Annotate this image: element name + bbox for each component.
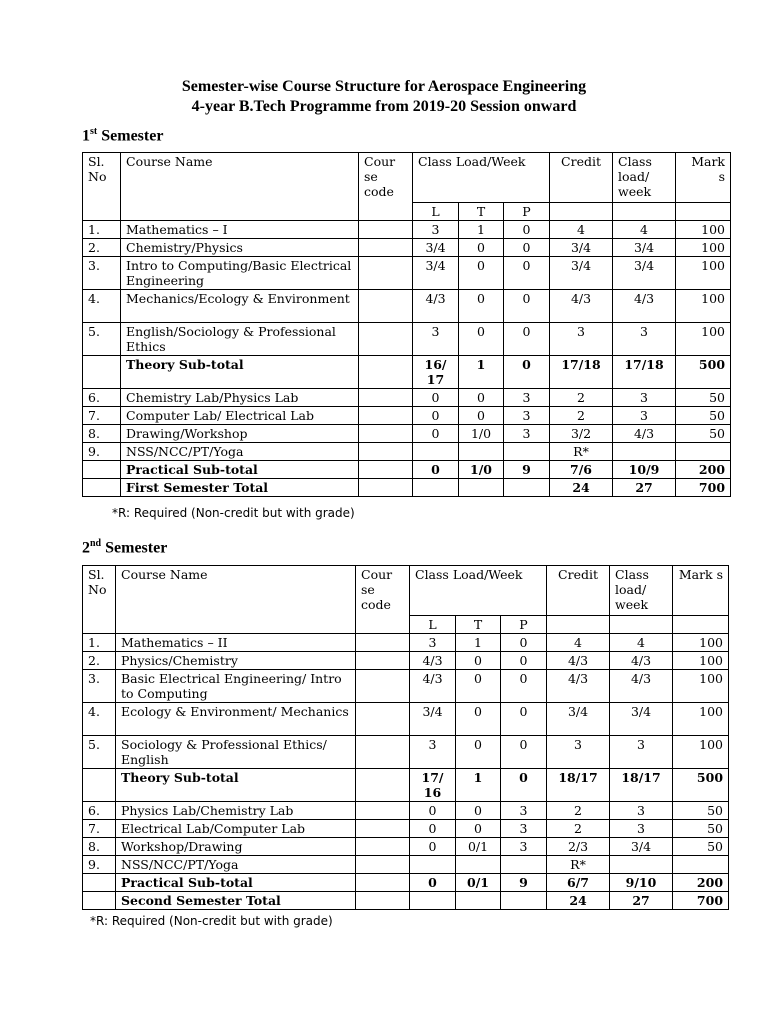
cell-marks: 500 bbox=[673, 769, 729, 802]
table-row bbox=[83, 290, 731, 323]
cell-marks: 100 bbox=[673, 670, 729, 703]
cell-class-load bbox=[613, 443, 676, 461]
cell-tutorial bbox=[456, 892, 501, 910]
cell-course-code bbox=[356, 820, 410, 838]
cell-class-load: 3 bbox=[610, 736, 673, 769]
table-row bbox=[83, 769, 729, 802]
cell-course-code bbox=[359, 290, 413, 323]
cell-lecture: 3 bbox=[413, 221, 459, 239]
cell-tutorial: 0 bbox=[456, 703, 501, 736]
header-sl-no: Sl. No bbox=[83, 566, 116, 634]
semester-1-course-table bbox=[82, 152, 731, 497]
cell-sl-no bbox=[83, 769, 116, 802]
cell-practical: 0 bbox=[504, 221, 550, 239]
cell-tutorial: 0 bbox=[459, 389, 504, 407]
cell-sl-no: 2. bbox=[83, 239, 121, 257]
cell-marks: 700 bbox=[673, 892, 729, 910]
cell-marks: 50 bbox=[673, 802, 729, 820]
cell-sl-no: 8. bbox=[83, 425, 121, 443]
cell-credit: 4/3 bbox=[547, 670, 610, 703]
cell-practical: 3 bbox=[504, 389, 550, 407]
semester-word: Semester bbox=[101, 127, 164, 145]
cell-marks: 100 bbox=[673, 652, 729, 670]
cell-lecture: 0 bbox=[413, 461, 459, 479]
header-credit: Credit bbox=[550, 153, 613, 203]
cell-practical bbox=[504, 443, 550, 461]
cell-course-name: Chemistry/Physics bbox=[121, 239, 359, 257]
cell-sl-no: 4. bbox=[83, 703, 116, 736]
cell-lecture: 0 bbox=[413, 389, 459, 407]
header-blank bbox=[676, 203, 731, 221]
cell-credit: 2 bbox=[550, 389, 613, 407]
cell-class-load: 18/17 bbox=[610, 769, 673, 802]
cell-course-name: Intro to Computing/Basic Electrical Engineering bbox=[121, 257, 359, 290]
cell-class-load: 3/4 bbox=[610, 703, 673, 736]
cell-marks: 50 bbox=[676, 425, 731, 443]
cell-marks: 50 bbox=[673, 820, 729, 838]
cell-course-code bbox=[356, 874, 410, 892]
table-row bbox=[83, 736, 729, 769]
cell-course-code bbox=[356, 769, 410, 802]
cell-class-load: 27 bbox=[610, 892, 673, 910]
cell-course-name: English/Sociology & Professional Ethics bbox=[121, 323, 359, 356]
cell-course-name: NSS/NCC/PT/Yoga bbox=[116, 856, 356, 874]
header-sl-no: Sl. No bbox=[83, 153, 121, 221]
cell-practical bbox=[501, 892, 547, 910]
cell-credit: 4/3 bbox=[547, 652, 610, 670]
cell-credit: 18/17 bbox=[547, 769, 610, 802]
cell-marks: 100 bbox=[676, 290, 731, 323]
cell-course-code bbox=[356, 703, 410, 736]
cell-course-name: Practical Sub-total bbox=[116, 874, 356, 892]
semester-ordinal-suffix: st bbox=[90, 126, 98, 137]
cell-tutorial: 0 bbox=[459, 257, 504, 290]
cell-class-load: 4/3 bbox=[610, 652, 673, 670]
cell-sl-no: 1. bbox=[83, 634, 116, 652]
cell-credit: 4 bbox=[550, 221, 613, 239]
cell-practical: 3 bbox=[504, 425, 550, 443]
cell-credit: 2 bbox=[547, 802, 610, 820]
cell-sl-no: 6. bbox=[83, 389, 121, 407]
header-p: P bbox=[501, 616, 547, 634]
cell-practical: 3 bbox=[501, 838, 547, 856]
cell-credit: 3 bbox=[550, 323, 613, 356]
cell-credit: 7/6 bbox=[550, 461, 613, 479]
cell-sl-no: 3. bbox=[83, 257, 121, 290]
cell-sl-no: 5. bbox=[83, 736, 116, 769]
cell-course-name: Sociology & Professional Ethics/ English bbox=[116, 736, 356, 769]
cell-course-code bbox=[356, 856, 410, 874]
cell-tutorial: 0 bbox=[456, 820, 501, 838]
cell-lecture bbox=[413, 479, 459, 497]
cell-class-load: 17/18 bbox=[613, 356, 676, 389]
cell-course-name: Theory Sub-total bbox=[116, 769, 356, 802]
header-course-code: Cour se code bbox=[359, 153, 413, 221]
cell-course-code bbox=[356, 736, 410, 769]
cell-course-name: Practical Sub-total bbox=[121, 461, 359, 479]
cell-course-code bbox=[359, 443, 413, 461]
table-row bbox=[83, 802, 729, 820]
cell-lecture: 3/4 bbox=[413, 239, 459, 257]
header-l: L bbox=[413, 203, 459, 221]
cell-sl-no: 3. bbox=[83, 670, 116, 703]
semester-number: 1 bbox=[82, 127, 90, 145]
cell-practical bbox=[504, 479, 550, 497]
cell-credit: 2 bbox=[547, 820, 610, 838]
cell-course-code bbox=[359, 356, 413, 389]
cell-lecture: 4/3 bbox=[410, 670, 456, 703]
table-row bbox=[83, 703, 729, 736]
cell-course-name: Workshop/Drawing bbox=[116, 838, 356, 856]
cell-course-code bbox=[356, 892, 410, 910]
header-course-name: Course Name bbox=[121, 153, 359, 221]
cell-sl-no: 5. bbox=[83, 323, 121, 356]
table-row bbox=[83, 257, 731, 290]
cell-marks: 100 bbox=[673, 634, 729, 652]
cell-course-name: Drawing/Workshop bbox=[121, 425, 359, 443]
cell-course-name: Physics/Chemistry bbox=[116, 652, 356, 670]
table-row bbox=[83, 323, 731, 356]
cell-course-name: Theory Sub-total bbox=[121, 356, 359, 389]
table-row bbox=[83, 634, 729, 652]
cell-lecture: 0 bbox=[410, 838, 456, 856]
cell-sl-no: 8. bbox=[83, 838, 116, 856]
cell-course-code bbox=[359, 425, 413, 443]
header-class-load: Class load/ week bbox=[610, 566, 673, 616]
cell-sl-no: 9. bbox=[83, 856, 116, 874]
semester-1-footnote: *R: Required (Non-credit but with grade) bbox=[112, 506, 355, 520]
header-marks: Mark s bbox=[673, 566, 729, 616]
cell-practical: 0 bbox=[504, 323, 550, 356]
cell-lecture: 0 bbox=[410, 874, 456, 892]
cell-lecture: 0 bbox=[413, 407, 459, 425]
cell-marks: 50 bbox=[673, 838, 729, 856]
cell-course-name: Second Semester Total bbox=[116, 892, 356, 910]
cell-practical: 0 bbox=[501, 736, 547, 769]
cell-class-load: 4 bbox=[613, 221, 676, 239]
cell-marks bbox=[676, 443, 731, 461]
cell-tutorial: 0 bbox=[456, 670, 501, 703]
cell-marks: 50 bbox=[676, 389, 731, 407]
header-marks: Mark s bbox=[676, 153, 731, 203]
cell-marks: 200 bbox=[673, 874, 729, 892]
cell-marks: 100 bbox=[676, 323, 731, 356]
cell-tutorial: 1 bbox=[459, 356, 504, 389]
cell-class-load: 9/10 bbox=[610, 874, 673, 892]
cell-course-code bbox=[359, 407, 413, 425]
cell-class-load: 4/3 bbox=[613, 425, 676, 443]
cell-practical: 0 bbox=[504, 356, 550, 389]
header-t: T bbox=[456, 616, 501, 634]
cell-practical: 0 bbox=[504, 290, 550, 323]
cell-credit: 6/7 bbox=[547, 874, 610, 892]
cell-tutorial: 0 bbox=[459, 323, 504, 356]
cell-practical: 0 bbox=[501, 670, 547, 703]
cell-credit: 4 bbox=[547, 634, 610, 652]
cell-practical: 3 bbox=[501, 802, 547, 820]
header-class-load-week: Class Load/Week bbox=[413, 153, 550, 203]
cell-marks: 100 bbox=[676, 221, 731, 239]
cell-marks bbox=[673, 856, 729, 874]
cell-sl-no bbox=[83, 892, 116, 910]
cell-sl-no: 1. bbox=[83, 221, 121, 239]
cell-tutorial: 1 bbox=[459, 221, 504, 239]
cell-class-load: 4/3 bbox=[613, 290, 676, 323]
cell-credit: 3/4 bbox=[547, 703, 610, 736]
semester-2-footnote: *R: Required (Non-credit but with grade) bbox=[90, 914, 333, 928]
cell-marks: 100 bbox=[676, 239, 731, 257]
cell-marks: 700 bbox=[676, 479, 731, 497]
cell-course-code bbox=[356, 802, 410, 820]
cell-course-code bbox=[359, 323, 413, 356]
cell-class-load: 3/4 bbox=[613, 239, 676, 257]
cell-sl-no: 7. bbox=[83, 407, 121, 425]
cell-course-name: Mathematics – I bbox=[121, 221, 359, 239]
cell-course-code bbox=[359, 239, 413, 257]
cell-practical: 9 bbox=[504, 461, 550, 479]
cell-course-name: Basic Electrical Engineering/ Intro to Computing bbox=[116, 670, 356, 703]
header-blank bbox=[610, 616, 673, 634]
cell-class-load: 3 bbox=[613, 323, 676, 356]
cell-course-code bbox=[356, 838, 410, 856]
table-row bbox=[83, 239, 731, 257]
cell-course-name: Chemistry Lab/Physics Lab bbox=[121, 389, 359, 407]
cell-class-load: 27 bbox=[613, 479, 676, 497]
table-row bbox=[83, 407, 731, 425]
cell-class-load: 3 bbox=[613, 389, 676, 407]
cell-marks: 50 bbox=[676, 407, 731, 425]
cell-tutorial bbox=[459, 479, 504, 497]
cell-credit: 3/4 bbox=[550, 239, 613, 257]
cell-credit: 24 bbox=[550, 479, 613, 497]
cell-practical bbox=[501, 856, 547, 874]
header-course-name: Course Name bbox=[116, 566, 356, 634]
table-row bbox=[83, 443, 731, 461]
cell-practical: 0 bbox=[501, 652, 547, 670]
header-class-load: Class load/ week bbox=[613, 153, 676, 203]
cell-credit: 3/4 bbox=[550, 257, 613, 290]
header-l: L bbox=[410, 616, 456, 634]
cell-lecture bbox=[410, 892, 456, 910]
cell-class-load: 3/4 bbox=[613, 257, 676, 290]
cell-credit: 4/3 bbox=[550, 290, 613, 323]
cell-tutorial: 0 bbox=[459, 239, 504, 257]
cell-sl-no bbox=[83, 461, 121, 479]
table-row bbox=[83, 838, 729, 856]
cell-practical: 0 bbox=[501, 769, 547, 802]
cell-lecture: 3/4 bbox=[413, 257, 459, 290]
cell-sl-no: 6. bbox=[83, 802, 116, 820]
semester-word: Semester bbox=[105, 539, 168, 557]
cell-credit: 24 bbox=[547, 892, 610, 910]
cell-lecture: 3 bbox=[413, 323, 459, 356]
document-title-line-1: Semester-wise Course Structure for Aerospace Engineering bbox=[181, 78, 587, 95]
cell-tutorial: 0 bbox=[459, 407, 504, 425]
table-header-row bbox=[83, 566, 729, 616]
cell-lecture: 4/3 bbox=[410, 652, 456, 670]
cell-lecture: 0 bbox=[413, 425, 459, 443]
cell-course-code bbox=[356, 634, 410, 652]
header-course-code: Cour se code bbox=[356, 566, 410, 634]
semester-number: 2 bbox=[82, 539, 90, 557]
header-t: T bbox=[459, 203, 504, 221]
table-row bbox=[83, 874, 729, 892]
semester-ordinal-suffix: nd bbox=[90, 538, 102, 549]
table-row bbox=[83, 461, 731, 479]
cell-practical: 0 bbox=[504, 257, 550, 290]
cell-tutorial: 1/0 bbox=[459, 425, 504, 443]
cell-course-code bbox=[359, 461, 413, 479]
cell-course-name: Mathematics – II bbox=[116, 634, 356, 652]
cell-course-code bbox=[359, 479, 413, 497]
table-row bbox=[83, 389, 731, 407]
cell-lecture: 3 bbox=[410, 736, 456, 769]
header-p: P bbox=[504, 203, 550, 221]
cell-lecture bbox=[413, 443, 459, 461]
cell-tutorial: 0/1 bbox=[456, 838, 501, 856]
cell-tutorial: 0 bbox=[456, 802, 501, 820]
cell-sl-no: 4. bbox=[83, 290, 121, 323]
cell-marks: 100 bbox=[676, 257, 731, 290]
header-credit: Credit bbox=[547, 566, 610, 616]
cell-credit: 3 bbox=[547, 736, 610, 769]
cell-credit: 2/3 bbox=[547, 838, 610, 856]
cell-credit: 3/2 bbox=[550, 425, 613, 443]
cell-tutorial: 0 bbox=[456, 736, 501, 769]
cell-course-name: Computer Lab/ Electrical Lab bbox=[121, 407, 359, 425]
semester-2-course-table bbox=[82, 565, 729, 910]
cell-credit: 17/18 bbox=[550, 356, 613, 389]
cell-tutorial: 1 bbox=[456, 634, 501, 652]
cell-sl-no bbox=[83, 874, 116, 892]
cell-tutorial: 0 bbox=[459, 290, 504, 323]
cell-course-name: Mechanics/Ecology & Environment bbox=[121, 290, 359, 323]
semester-1-heading bbox=[82, 126, 163, 145]
header-class-load-week: Class Load/Week bbox=[410, 566, 547, 616]
cell-tutorial: 0 bbox=[456, 652, 501, 670]
cell-course-code bbox=[359, 257, 413, 290]
cell-course-code bbox=[359, 389, 413, 407]
cell-lecture bbox=[410, 856, 456, 874]
cell-course-name: First Semester Total bbox=[121, 479, 359, 497]
cell-course-name: NSS/NCC/PT/Yoga bbox=[121, 443, 359, 461]
cell-class-load: 4 bbox=[610, 634, 673, 652]
table-row bbox=[83, 479, 731, 497]
cell-practical: 0 bbox=[504, 239, 550, 257]
cell-credit: R* bbox=[547, 856, 610, 874]
header-blank bbox=[613, 203, 676, 221]
cell-tutorial: 1 bbox=[456, 769, 501, 802]
cell-credit: R* bbox=[550, 443, 613, 461]
cell-sl-no: 7. bbox=[83, 820, 116, 838]
cell-marks: 200 bbox=[676, 461, 731, 479]
cell-tutorial: 1/0 bbox=[459, 461, 504, 479]
document-title-line-2: 4-year B.Tech Programme from 2019-20 Session onward bbox=[191, 98, 577, 115]
header-blank bbox=[547, 616, 610, 634]
cell-course-name: Physics Lab/Chemistry Lab bbox=[116, 802, 356, 820]
cell-credit: 2 bbox=[550, 407, 613, 425]
cell-class-load: 3 bbox=[610, 802, 673, 820]
cell-practical: 0 bbox=[501, 634, 547, 652]
cell-lecture: 3 bbox=[410, 634, 456, 652]
cell-course-code bbox=[356, 670, 410, 703]
cell-course-code bbox=[359, 221, 413, 239]
cell-class-load: 3 bbox=[613, 407, 676, 425]
table-row bbox=[83, 820, 729, 838]
table-row bbox=[83, 652, 729, 670]
cell-practical: 3 bbox=[504, 407, 550, 425]
table-row bbox=[83, 356, 731, 389]
header-blank bbox=[550, 203, 613, 221]
cell-marks: 100 bbox=[673, 703, 729, 736]
cell-lecture: 3/4 bbox=[410, 703, 456, 736]
table-row bbox=[83, 856, 729, 874]
cell-practical: 9 bbox=[501, 874, 547, 892]
cell-class-load bbox=[610, 856, 673, 874]
cell-class-load: 10/9 bbox=[613, 461, 676, 479]
cell-sl-no: 9. bbox=[83, 443, 121, 461]
table-row bbox=[83, 425, 731, 443]
cell-lecture: 0 bbox=[410, 820, 456, 838]
header-blank bbox=[673, 616, 729, 634]
cell-practical: 3 bbox=[501, 820, 547, 838]
cell-sl-no bbox=[83, 356, 121, 389]
cell-course-code bbox=[356, 652, 410, 670]
cell-course-name: Ecology & Environment/ Mechanics bbox=[116, 703, 356, 736]
cell-class-load: 3/4 bbox=[610, 838, 673, 856]
table-row bbox=[83, 670, 729, 703]
cell-sl-no: 2. bbox=[83, 652, 116, 670]
cell-tutorial bbox=[456, 856, 501, 874]
table-row bbox=[83, 892, 729, 910]
semester-2-heading bbox=[82, 538, 167, 557]
cell-course-name: Electrical Lab/Computer Lab bbox=[116, 820, 356, 838]
cell-marks: 500 bbox=[676, 356, 731, 389]
cell-lecture: 16/ 17 bbox=[413, 356, 459, 389]
cell-lecture: 4/3 bbox=[413, 290, 459, 323]
cell-lecture: 0 bbox=[410, 802, 456, 820]
cell-tutorial bbox=[459, 443, 504, 461]
cell-class-load: 4/3 bbox=[610, 670, 673, 703]
table-row bbox=[83, 221, 731, 239]
cell-lecture: 17/ 16 bbox=[410, 769, 456, 802]
cell-tutorial: 0/1 bbox=[456, 874, 501, 892]
cell-class-load: 3 bbox=[610, 820, 673, 838]
cell-practical: 0 bbox=[501, 703, 547, 736]
cell-sl-no bbox=[83, 479, 121, 497]
table-header-row bbox=[83, 153, 731, 203]
cell-marks: 100 bbox=[673, 736, 729, 769]
